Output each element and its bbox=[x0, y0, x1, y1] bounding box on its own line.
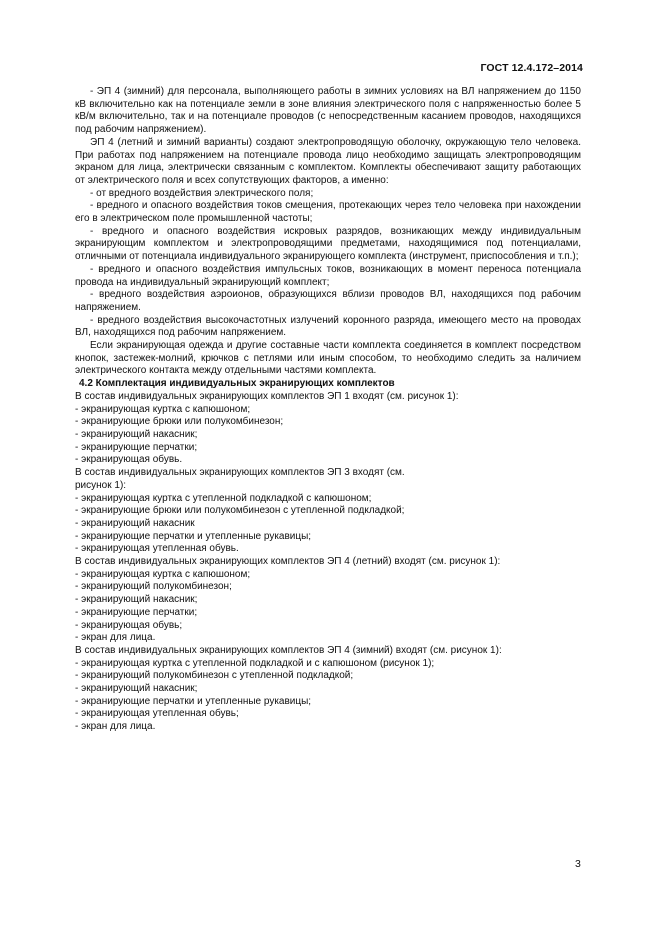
list-item: - экранирующие перчатки; bbox=[75, 606, 198, 618]
list-item: - вредного и опасного воздействия искровых разрядов, возникающих между индивидуальным экранирующим комплектом и электропроводящими предметами, находящимися под потенциалами, отличными от потенциала индивидуального экранирующего комплекта (инструмент, приспособления и т.п.); bbox=[75, 225, 581, 263]
list-item: - экранирующая утепленная обувь; bbox=[75, 708, 239, 720]
list-item: - экранирующая куртка с капюшоном; bbox=[75, 568, 251, 580]
list-item: - экранирующий накасник; bbox=[75, 683, 198, 695]
list-item: - экранирующий накасник; bbox=[75, 594, 198, 606]
paragraph-contact: Если экранирующая одежда и другие составные части комплекта соединяется в комплект посредством кнопок, застежек-молний, крючков с петлями или иным способом, то необходимо следить за наличием электрического контакта между отдельными частями комплекта. bbox=[75, 340, 581, 377]
list-item: - экранирующие брюки или полукомбинезон; bbox=[75, 416, 284, 428]
section-heading: 4.2 Комплектация индивидуальных экранирующих комплектов bbox=[79, 378, 395, 390]
list-item: - вредного воздействия аэроионов, образующихся вблизи проводов ВЛ, находящихся под рабочим напряжением. bbox=[75, 289, 581, 313]
list-item: - вредного и опасного воздействия токов смещения, протекающих через тело человека при нахождении его в электрическом поле промышленной частоты; bbox=[75, 200, 581, 225]
list-item: - экран для лица. bbox=[75, 632, 156, 644]
list-item: - экранирующая обувь; bbox=[75, 619, 183, 631]
list-item: - экранирующая куртка с капюшоном; bbox=[75, 403, 251, 415]
list-item: - экранирующие перчатки и утепленные рукавицы; bbox=[75, 530, 312, 542]
list-item: - экранирующие брюки или полукомбинезон с утепленной подкладкой; bbox=[75, 505, 405, 517]
paragraph-ep4-protection: ЭП 4 (летний и зимний варианты) создают электропроводящую оболочку, окружающую тело человека. При работах под напряжением на потенциале провода лицо необходимо защищать электропроводящим экраном для лица, электрически связанным с комплектом. Комплекты обеспечивают защиту работающих от электрического поля и всех сопутствующих факторов, а именно: bbox=[75, 136, 581, 186]
ep4-summer-intro: В состав индивидуальных экранирующих комплектов ЭП 4 (летний) входят (см. рисунок 1): bbox=[75, 556, 501, 568]
list-item: - экранирующий накасник; bbox=[75, 428, 198, 440]
list-item: - экран для лица. bbox=[75, 721, 156, 733]
list-item: - экранирующие перчатки; bbox=[75, 441, 198, 453]
paragraph-ep4-winter-purpose: - ЭП 4 (зимний) для персонала, выполняющего работы в зимних условиях на ВЛ напряжением до 1150 кВ включительно как на потенциале земли в зоне влияния электрического поля с напряженностью более 5 кВ/м включительно, так и на потенциале проводов (с непосредственным касанием проводов, находящихся под рабочим напряжением). bbox=[75, 86, 581, 136]
list-item: - экранирующий полукомбинезон с утепленной подкладкой; bbox=[75, 670, 354, 682]
list-item: - вредного воздействия высокочастотных излучений коронного разряда, имеющего место на проводах ВЛ, находящихся под рабочим напряжением. bbox=[75, 314, 581, 339]
list-item: - экранирующая куртка с утепленной подкладкой и с капюшоном (рисунок 1); bbox=[75, 657, 435, 669]
list-item: - экранирующий накасник bbox=[75, 517, 195, 529]
list-item: - экранирующий полукомбинезон; bbox=[75, 581, 232, 593]
list-item: - экранирующая обувь. bbox=[75, 454, 183, 466]
ep3-intro-continued: рисунок 1): bbox=[75, 479, 127, 491]
page-body bbox=[75, 86, 581, 734]
list-item: - экранирующая куртка с утепленной подкладкой с капюшоном; bbox=[75, 492, 372, 504]
ep3-intro: В состав индивидуальных экранирующих комплектов ЭП 3 входят (см. bbox=[75, 467, 405, 479]
ep4-winter-intro: В состав индивидуальных экранирующих комплектов ЭП 4 (зимний) входят (см. рисунок 1): bbox=[75, 644, 502, 656]
document-code: ГОСТ 12.4.172–2014 bbox=[480, 62, 583, 74]
page-number: 3 bbox=[575, 858, 581, 870]
ep1-intro: В состав индивидуальных экранирующих комплектов ЭП 1 входят (см. рисунок 1): bbox=[75, 390, 459, 402]
list-item: - от вредного воздействия электрического поля; bbox=[90, 187, 314, 199]
list-item: - экранирующая утепленная обувь. bbox=[75, 543, 239, 555]
list-item: - вредного и опасного воздействия импульсных токов, возникающих в момент переноса потенциала провода на индивидуальный экранирующий комплект; bbox=[75, 263, 581, 288]
list-item: - экранирующие перчатки и утепленные рукавицы; bbox=[75, 695, 312, 707]
